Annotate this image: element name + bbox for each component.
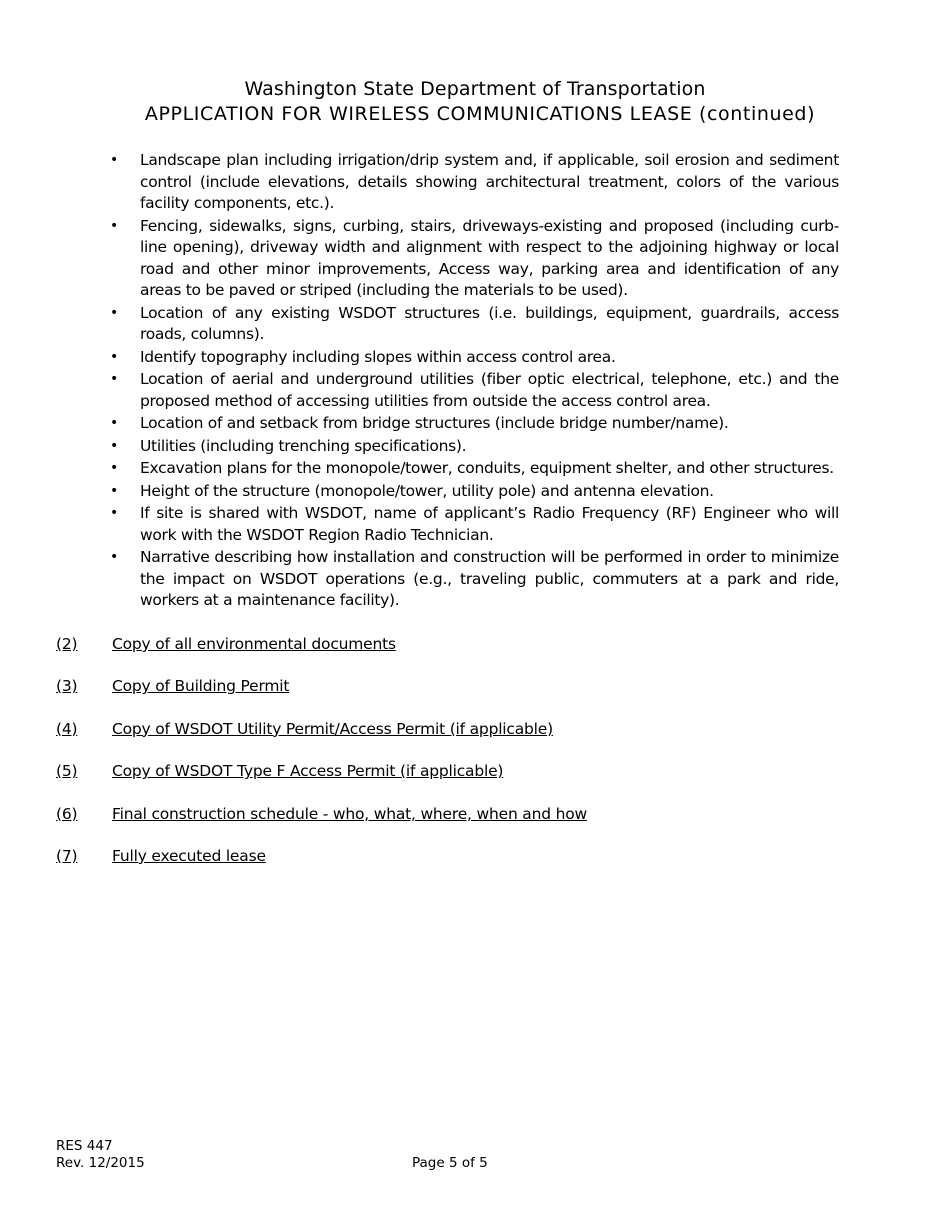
- list-item: • Location of and setback from bridge structures (include bridge number/name).: [110, 413, 839, 435]
- requirement-item: [56, 803, 856, 845]
- list-item: • Location of aerial and underground utilities (fiber optic electrical, telephone, etc.) and the proposed method of accessing utilities from outside the access control area.: [110, 369, 839, 412]
- item-number: (2): [56, 635, 78, 653]
- item-text: Final construction schedule - who, what, where, when and how: [112, 804, 587, 823]
- department-title: Washington State Department of Transportation: [244, 78, 706, 100]
- list-item: • If site is shared with WSDOT, name of applicant’s Radio Frequency (RF) Engineer who will work with the WSDOT Region Radio Technician.: [110, 503, 839, 546]
- item-number: (3): [56, 677, 78, 696]
- requirement-item: [56, 760, 856, 802]
- form-number: RES 447: [56, 1138, 113, 1154]
- item-text: Copy of WSDOT Type F Access Permit (if applicable): [112, 762, 504, 781]
- item-number: (7): [56, 846, 78, 865]
- list-item: • Location of any existing WSDOT structures (i.e. buildings, equipment, guardrails, access roads, columns).: [110, 303, 839, 346]
- form-title: APPLICATION FOR WIRELESS COMMUNICATIONS LEASE (continued): [144, 103, 816, 125]
- list-item: • Height of the structure (monopole/tower, utility pole) and antenna elevation.: [110, 481, 839, 503]
- list-item: • Narrative describing how installation and construction will be performed in order to minimize the impact on WSDOT operations (e.g., traveling public, commuters at a park and ride, workers at a maintenance facility).: [110, 547, 839, 612]
- page-number: Page 5 of 5: [412, 1155, 488, 1171]
- requirement-item: [56, 845, 856, 887]
- item-number: (6): [56, 804, 78, 823]
- list-item: • Identify topography including slopes within access control area.: [110, 347, 839, 369]
- item-text: Fully executed lease: [112, 846, 266, 865]
- list-item: • Landscape plan including irrigation/drip system and, if applicable, soil erosion and sediment control (include elevations, details showing architectural treatment, colors of the various facility components, etc.).: [110, 150, 839, 215]
- requirement-item: [56, 633, 856, 675]
- item-number: (5): [56, 762, 78, 781]
- revision-date: Rev. 12/2015: [56, 1155, 145, 1171]
- item-number: (4): [56, 719, 78, 738]
- requirement-item: [56, 718, 856, 760]
- bullet-list: [110, 150, 839, 613]
- list-item: • Excavation plans for the monopole/tower, conduits, equipment shelter, and other structures.: [110, 458, 839, 480]
- item-text: Copy of all environmental documents: [112, 635, 396, 653]
- page-header: [0, 77, 950, 127]
- list-item: • Fencing, sidewalks, signs, curbing, stairs, driveways-existing and proposed (including curb-line opening), driveway width and alignment with respect to the adjoining highway or local road and other minor improvements, Access way, parking area and identification of any areas to be paved or striped (including the materials to be used).: [110, 216, 839, 302]
- list-item: • Utilities (including trenching specifications).: [110, 436, 839, 458]
- requirement-items: [56, 633, 856, 887]
- requirement-item: [56, 675, 856, 717]
- item-text: Copy of WSDOT Utility Permit/Access Permit (if applicable): [112, 719, 553, 738]
- item-text: Copy of Building Permit: [112, 677, 290, 696]
- form-info: [56, 1138, 145, 1172]
